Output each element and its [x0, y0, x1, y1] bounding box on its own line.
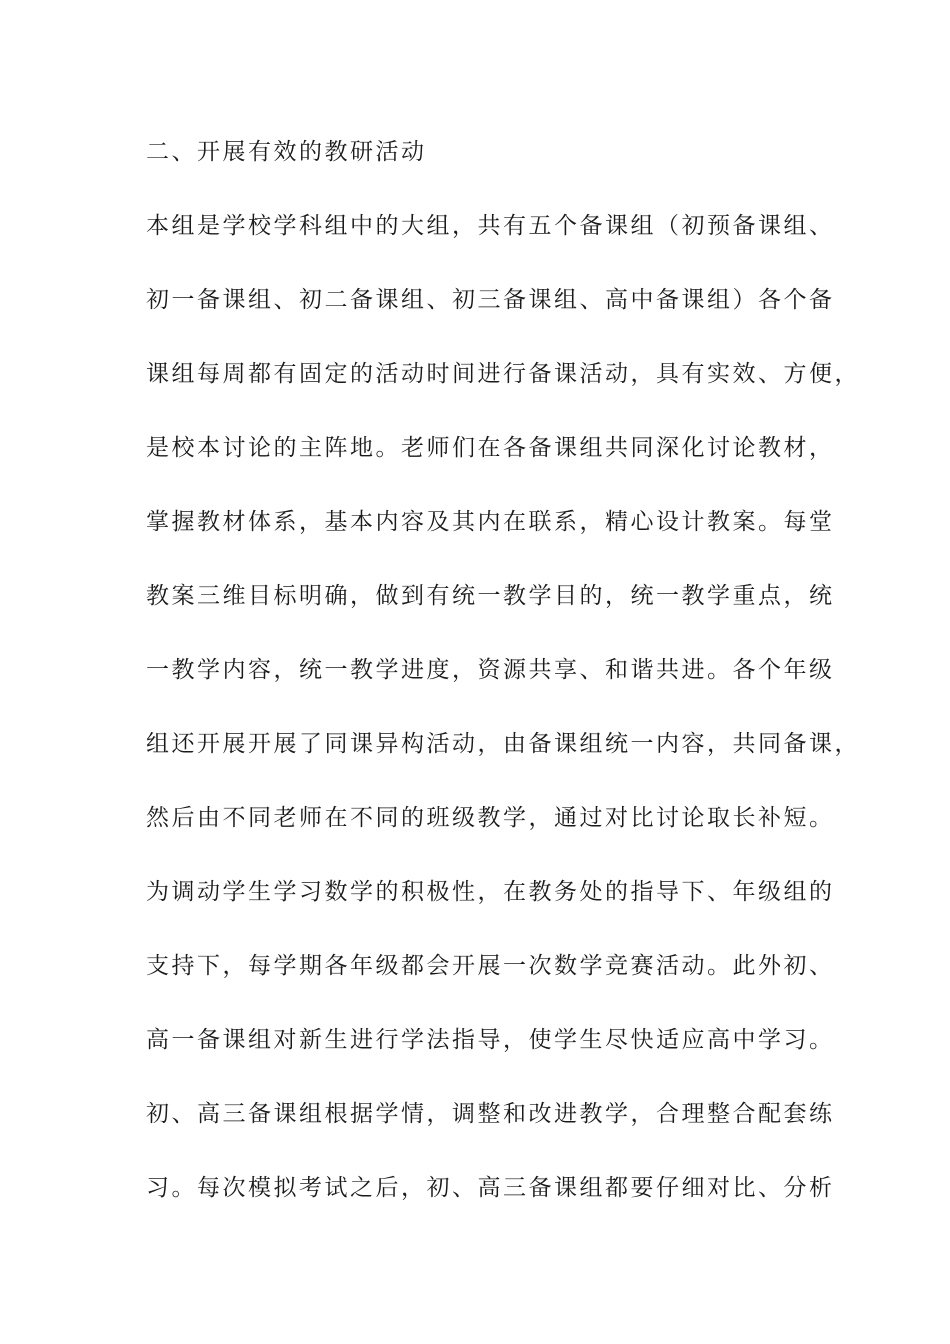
paragraph-line: 是校本讨论的主阵地。老师们在各备课组共同深化讨论教材， [146, 435, 835, 461]
paragraph-line: 为调动学生学习数学的积极性，在教务处的指导下、年级组的 [146, 879, 835, 905]
paragraph-line: 本组是学校学科组中的大组，共有五个备课组（初预备课组、 [146, 213, 835, 239]
paragraph-line: 教案三维目标明确，做到有统一教学目的，统一教学重点，统 [146, 583, 835, 609]
paragraph-line: 高一备课组对新生进行学法指导，使学生尽快适应高中学习。 [146, 1027, 835, 1053]
body-text [146, 130, 860, 1240]
paragraph-line: 掌握教材体系，基本内容及其内在联系，精心设计教案。每堂 [146, 509, 835, 535]
paragraph-line: 初、高三备课组根据学情，调整和改进教学，合理整合配套练 [146, 1101, 835, 1127]
paragraph-line: 一教学内容，统一教学进度，资源共享、和谐共进。各个年级 [146, 657, 835, 683]
section-heading: 二、开展有效的教研活动 [146, 139, 427, 165]
paragraph-line: 支持下，每学期各年级都会开展一次数学竞赛活动。此外初、 [146, 953, 835, 979]
paragraph-line: 组还开展开展了同课异构活动，由备课组统一内容，共同备课， [146, 731, 860, 757]
paragraph-line: 习。每次模拟考试之后，初、高三备课组都要仔细对比、分析 [146, 1175, 835, 1201]
paragraph-line: 然后由不同老师在不同的班级教学，通过对比讨论取长补短。 [146, 805, 835, 831]
paragraph-line: 课组每周都有固定的活动时间进行备课活动，具有实效、方便， [146, 361, 860, 387]
paragraph-line: 初一备课组、初二备课组、初三备课组、高中备课组）各个备 [146, 287, 835, 313]
